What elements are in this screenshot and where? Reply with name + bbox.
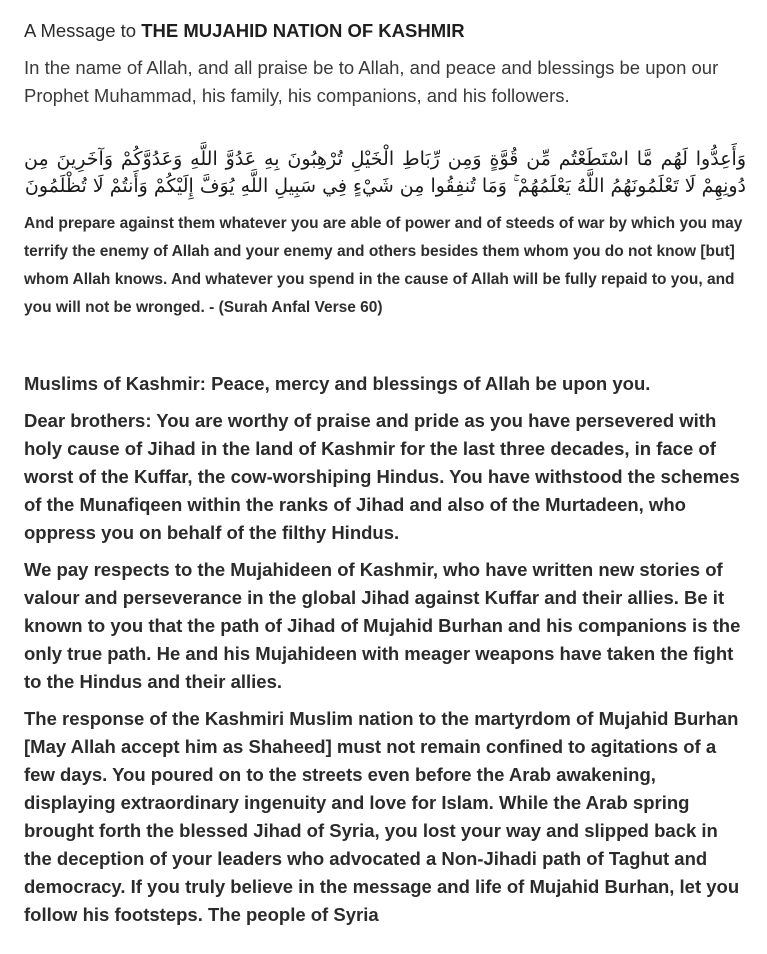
greeting-paragraph: Muslims of Kashmir: Peace, mercy and blessings of Allah be upon you. (24, 373, 651, 394)
title-addressee: THE MUJAHID NATION OF KASHMIR (141, 20, 465, 41)
body-paragraph-1: Dear brothers: You are worthy of praise and pride as you have persevered with holy cause of Jihad in the land of Kashmir for the last three decades, in face of worst of the Kuffar, the cow-worshiping Hindus. You have withstood the schemes of the Munafiqeen within the ranks of Jihad and also of the Murtadeen, who oppress you on behalf of the filthy Hindus. (24, 410, 740, 543)
document-page (24, 18, 746, 929)
body-paragraph-3: The response of the Kashmiri Muslim nation to the martyrdom of Mujahid Burhan [May Allah accept him as Shaheed] must not remain confined to agitations of a few days. You poured on to the streets even before the Arab awakening, displaying extraordinary ingenuity and love for Islam. While the Arab spring brought forth the blessed Jihad of Syria, you lost your way and slipped back in the deception of your leaders who advocated a Non-Jihadi path of Taghut and democracy. If you truly believe in the message and life of Mujahid Burhan, let you follow his footsteps. The people of Syria (24, 708, 740, 925)
title-prefix: A Message to (24, 20, 142, 41)
page-title (24, 18, 746, 44)
quran-verse-translation: And prepare against them whatever you are able of power and of steeds of war by which you may terrify the enemy of Allah and your enemy and others besides them whom you do not know [but] whom Allah knows. And whatever you spend in the cause of Allah will be fully repaid to you, and you will not be wronged. - (Surah Anfal Verse 60) (24, 215, 743, 316)
quran-verse-arabic: وَأَعِدُّوا لَهُم مَّا اسْتَطَعْتُم مِّن قُوَّةٍ وَمِن رِّبَاطِ الْخَيْلِ تُرْهِبُونَ بِهِ عَدُوَّ اللَّهِ وَعَدُوَّكُمْ وَآخَرِينَ مِن دُونِهِمْ لَا تَعْلَمُونَهُمُ اللَّهُ يَعْلَمُهُمْ ۚ وَمَا تُنفِقُوا مِن شَيْءٍ فِي سَبِيلِ اللَّهِ يُوَفَّ إِلَيْكُمْ وَأَنتُمْ لَا تُظْلَمُونَ (24, 148, 746, 197)
opening-invocation: In the name of Allah, and all praise be to Allah, and peace and blessings be upon our Prophet Muhammad, his family, his companions, and his followers. (24, 57, 719, 106)
body-paragraph-2: We pay respects to the Mujahideen of Kashmir, who have written new stories of valour and perseverance in the global Jihad against Kuffar and their allies. Be it known to you that the path of Jihad of Mujahid Burhan and his companions is the only true path. He and his Mujahideen with meager weapons have taken the fight to the Hindus and their allies. (24, 559, 741, 692)
